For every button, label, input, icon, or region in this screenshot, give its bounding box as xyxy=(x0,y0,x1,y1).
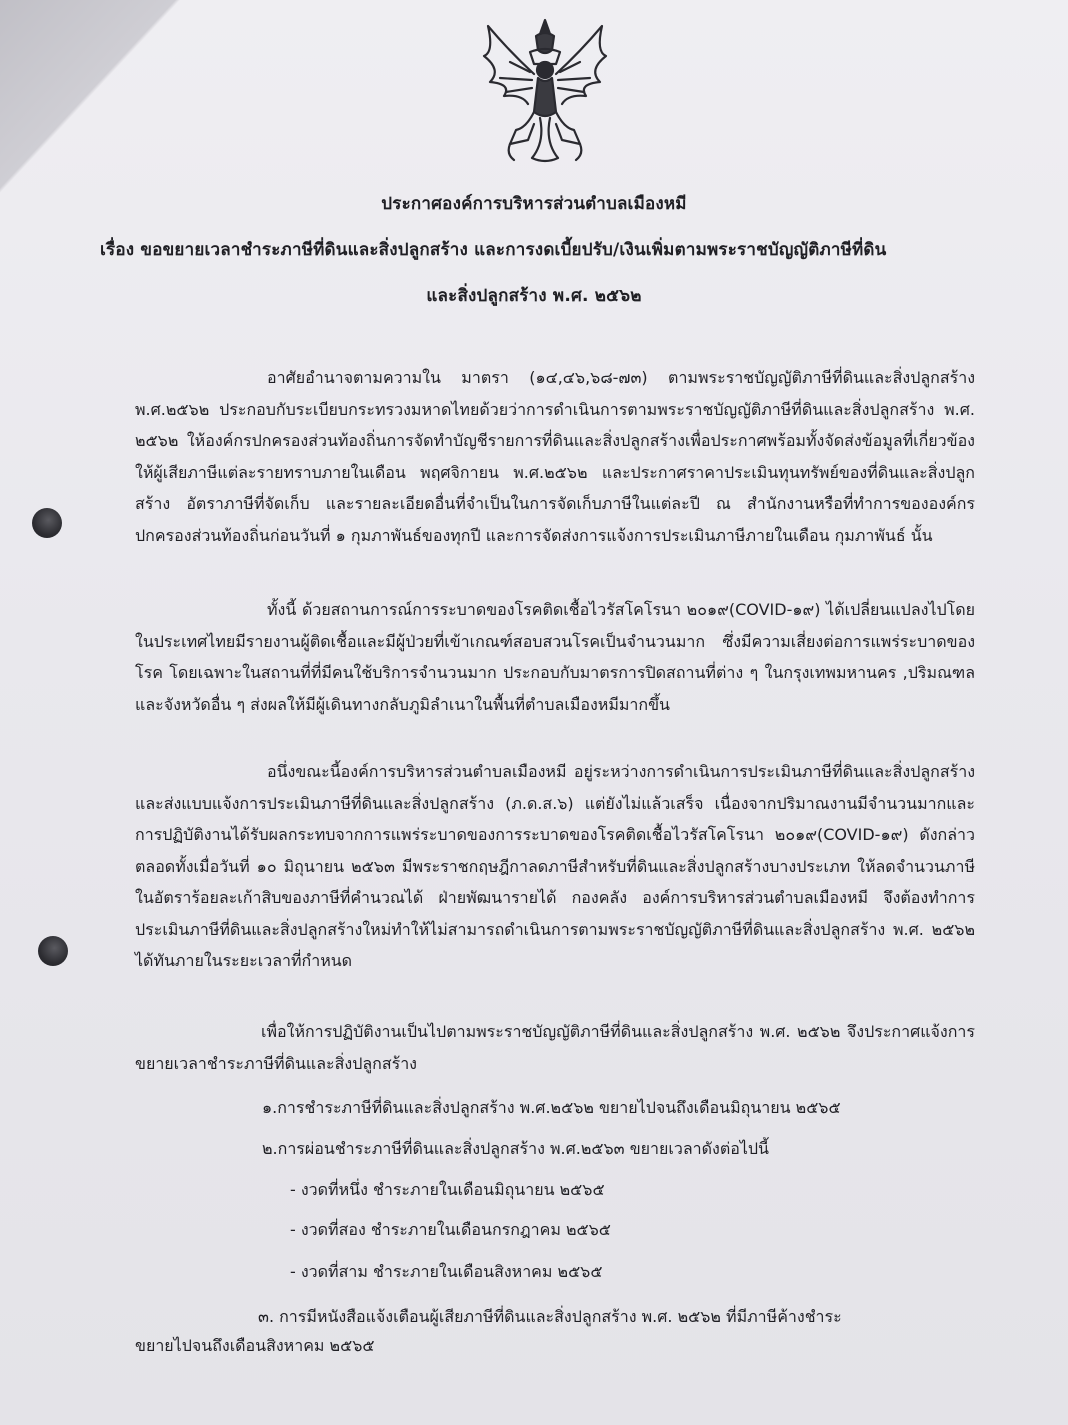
item-1-payment-extension: ๑.การชำระภาษีที่ดินและสิ่งปลูกสร้าง พ.ศ.๒๕๖๒ ขยายไปจนถึงเดือนมิถุนายน ๒๕๖๕ xyxy=(262,1098,841,1117)
installment-3: - งวดที่สาม ชำระภายในเดือนสิงหาคม ๒๕๖๕ xyxy=(290,1262,603,1281)
item-3-line-1: ๓. การมีหนังสือแจ้งเตือนผู้เสียภาษีที่ดินและสิ่งปลูกสร้าง พ.ศ. ๒๕๖๒ ที่มีภาษีค้างชำระ xyxy=(258,1307,842,1326)
paragraph-covid-situation: ทั้งนี้ ด้วยสถานการณ์การระบาดของโรคติดเชื้อไวรัสโคโรนา ๒๐๑๙(COVID-๑๙) ได้เปลี่ยนแปลงไปโดยในประเทศไทยมีรายงานผู้ติดเชื้อและมีผู้ป่วยที่เข้าเกณฑ์สอบสวนโรคเป็นจำนวนมาก ซึ่งมีความเสี่ยงต่อการแพร่ระบาดของโรค โดยเฉพาะในสถานที่ที่มีคนใช้บริการจำนวนมาก ประกอบกับมาตรการปิดสถานที่ต่าง ๆ ในกรุงเทพมหานคร ,ปริมณฑลและจังหวัดอื่น ๆ ส่งผลให้มีผู้เดินทางกลับภูมิลำเนาในพื้นที่ตำบลเมืองหมีมากขึ้น xyxy=(135,600,975,714)
paragraph-assessment-delay: อนึ่งขณะนี้องค์การบริหารส่วนตำบลเมืองหมี อยู่ระหว่างการดำเนินการประเมินภาษีที่ดินและสิ่งปลูกสร้าง และส่งแบบแจ้งการประเมินภาษีที่ดินและสิ่งปลูกสร้าง (ภ.ด.ส.๖) แต่ยังไม่แล้วเสร็จ เนื่องจากปริมาณงานมีจำนวนมากและการปฏิบัติงานได้รับผลกระทบจากการแพร่ระบาดของการระบาดของโรคติดเชื้อไวรัสโคโรนา ๒๐๑๙(COVID-๑๙) ดังกล่าว ตลอดทั้งเมื่อวันที่ ๑๐ มิถุนายน ๒๕๖๓ มีพระราชกฤษฎีกาลดภาษีสำหรับที่ดินและสิ่งปลูกสร้างบางประเภท ให้ลดจำนวนภาษีในอัตราร้อยละเก้าสิบของภาษีที่คำนวณได้ ฝ่ายพัฒนารายได้ กองคลัง องค์การบริหารส่วนตำบลเมืองหมี จึงต้องทำการประเมินภาษีที่ดินและสิ่งปลูกสร้างใหม่ทำให้ไม่สามารถดำเนินการตามพระราชบัญญัติภาษีที่ดินและสิ่งปลูกสร้าง พ.ศ. ๒๕๖๒ ได้ทันภายในระยะเวลาที่กำหนด xyxy=(135,762,975,970)
paragraph-authority: อาศัยอำนาจตามความใน มาตรา (๑๔,๔๖,๖๘-๗๓) ตามพระราชบัญญัติภาษีที่ดินและสิ่งปลูกสร้าง พ.ศ.๒๕๖๒ ประกอบกับระเบียบกระทรวงมหาดไทยด้วยว่าการดำเนินการตามพระราชบัญญัติภาษีที่ดินและสิ่งปลูกสร้าง พ.ศ. ๒๕๖๒ ให้องค์กรปกครองส่วนท้องถิ่นการจัดทำบัญชีรายการที่ดินและสิ่งปลูกสร้างเพื่อประกาศพร้อมทั้งจัดส่งข้อมูลที่เกี่ยวข้องให้ผู้เสียภาษีแต่ละรายทราบภายในเดือน พฤศจิกายน พ.ศ.๒๕๖๒ และประกาศราคาประเมินทุนทรัพย์ของที่ดินและสิ่งปลูกสร้าง อัตราภาษีที่จัดเก็บ และรายละเอียดอื่นที่จำเป็นในการจัดเก็บภาษีในแต่ละปี ณ สำนักงานหรือที่ทำการขององค์กรปกครองส่วนท้องถิ่นก่อนวันที่ ๑ กุมภาพันธ์ของทุกปี และการจัดส่งการแจ้งการประเมินภาษีภายในเดือน กุมภาพันธ์ นั้น xyxy=(135,368,975,545)
page-corner-shadow xyxy=(0,0,224,194)
punch-hole-top xyxy=(32,508,62,538)
paragraph-extension-notice: เพื่อให้การปฏิบัติงานเป็นไปตามพระราชบัญญัติภาษีที่ดินและสิ่งปลูกสร้าง พ.ศ. ๒๕๖๒ จึงประกาศแจ้งการขยายเวลาชำระภาษีที่ดินและสิ่งปลูกสร้าง xyxy=(135,1022,975,1073)
subject-line-1: เรื่อง ขอขยายเวลาชำระภาษีที่ดินและสิ่งปลูกสร้าง และการงดเบี้ยปรับ/เงินเพิ่มตามพระราชบัญญัติภาษีที่ดิน xyxy=(100,240,887,260)
item-3-line-2: ขยายไปจนถึงเดือนสิงหาคม ๒๕๖๕ xyxy=(135,1336,375,1355)
garuda-emblem-icon xyxy=(470,12,620,172)
announcement-title: ประกาศองค์การบริหารส่วนตำบลเมืองหมี xyxy=(381,194,687,214)
punch-hole-bottom xyxy=(38,936,68,966)
item-2-installment-extension: ๒.การผ่อนชำระภาษีที่ดินและสิ่งปลูกสร้าง พ.ศ.๒๕๖๓ ขยายเวลาดังต่อไปนี้ xyxy=(262,1139,769,1158)
subject-line-2: และสิ่งปลูกสร้าง พ.ศ. ๒๕๖๒ xyxy=(426,286,642,306)
installment-1: - งวดที่หนึ่ง ชำระภายในเดือนมิถุนายน ๒๕๖๕ xyxy=(290,1180,605,1199)
installment-2: - งวดที่สอง ชำระภายในเดือนกรกฎาคม ๒๕๖๕ xyxy=(290,1220,611,1239)
